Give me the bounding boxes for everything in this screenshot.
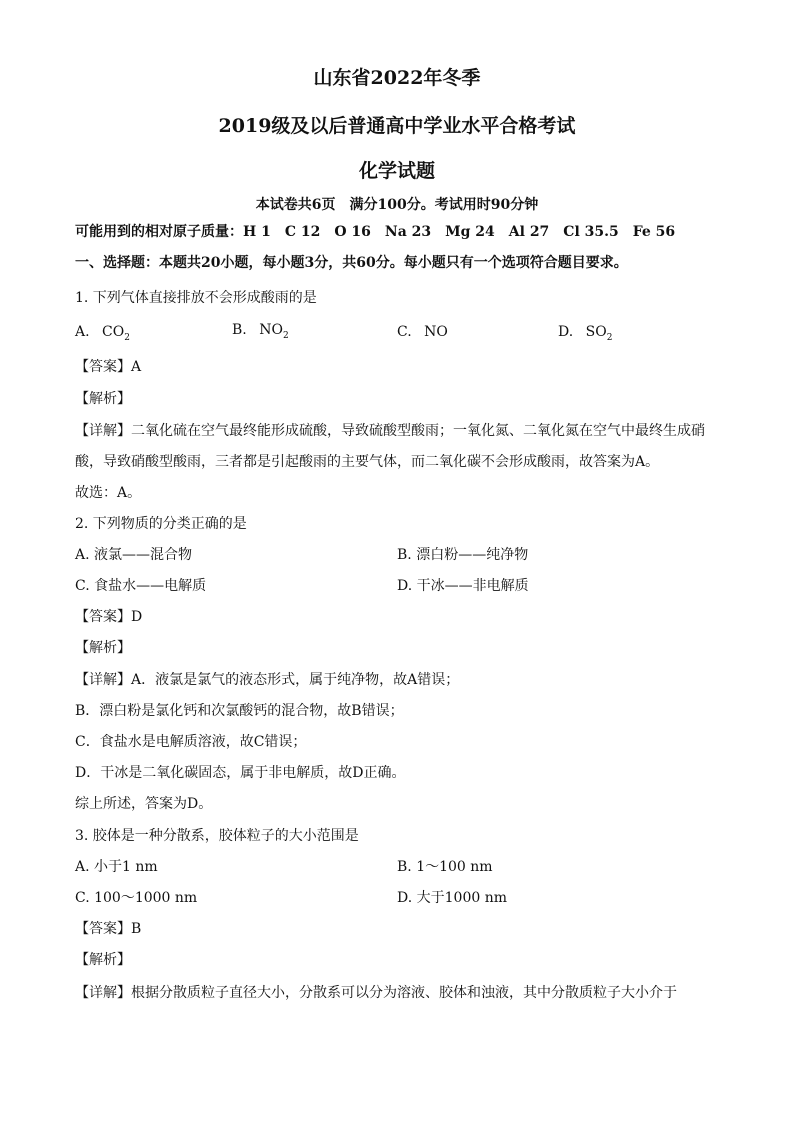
q2-detail-line-3: C．食盐水是电解质溶液，故C错误； xyxy=(75,734,307,750)
q1-option-d-label: D. xyxy=(558,324,574,340)
q2-stem: 2. 下列物质的分类正确的是 xyxy=(75,516,247,532)
q3-detail-line-1: 【详解】根据分散质粒子直径大小，分散系可以分为溶液、胶体和浊液，其中分散质粒子大小介于 xyxy=(75,985,677,1001)
q1-option-b-label: B. xyxy=(232,322,247,338)
q1-option-b-text: NO xyxy=(259,322,283,338)
q1-option-c xyxy=(397,322,448,342)
q1-analysis: 【解析】 xyxy=(75,391,131,407)
q2-detail-line-5: 综上所述，答案为D。 xyxy=(75,796,213,812)
q2-answer: 【答案】D xyxy=(75,609,143,625)
exam-info: 本试卷共6页 满分100分。考试用时90分钟 xyxy=(255,197,539,213)
q1-answer: 【答案】A xyxy=(75,359,142,375)
q1-option-c-text: NO xyxy=(424,324,448,340)
q1-option-d-text: SO xyxy=(585,324,607,340)
q1-option-d-subscript: 2 xyxy=(606,333,613,343)
q3-option-d: D. 大于1000 nm xyxy=(397,890,507,906)
q1-option-b xyxy=(232,320,289,340)
q1-option-a-text: CO xyxy=(102,324,125,340)
q3-option-a: A. 小于1 nm xyxy=(75,859,158,875)
q1-option-d xyxy=(558,322,612,342)
q1-option-c-label: C. xyxy=(397,324,412,340)
q2-option-b: B. 漂白粉——纯净物 xyxy=(397,547,529,563)
title-line-1: 山东省2022年冬季 xyxy=(313,67,481,89)
q1-option-a-label: A. xyxy=(75,324,90,340)
q2-analysis: 【解析】 xyxy=(75,640,131,656)
q2-detail-line-2: B．漂白粉是氯化钙和次氯酸钙的混合物，故B错误； xyxy=(75,703,404,719)
q1-option-a-subscript: 2 xyxy=(124,333,130,343)
q2-detail-line-4: D．干冰是二氧化碳固态，属于非电解质，故D正确。 xyxy=(75,765,406,781)
section-heading: 一、选择题：本题共20小题，每小题3分，共60分。每小题只有一个选项符合题目要求。 xyxy=(75,255,628,271)
q1-detail-line-2: 酸，导致硝酸型酸雨，三者都是引起酸雨的主要气体，而二氧化碳不会形成酸雨，故答案为A。 xyxy=(75,454,660,470)
q3-answer: 【答案】B xyxy=(75,921,142,937)
q1-stem: 1. 下列气体直接排放不会形成酸雨的是 xyxy=(75,290,317,306)
atomic-masses: 可能用到的相对原子质量：H 1 C 12 O 16 Na 23 Mg 24 Al 27 Cl 35.5 Fe 56 xyxy=(75,224,676,240)
q1-option-a xyxy=(75,322,130,342)
q3-option-b: B. 1～100 nm xyxy=(397,859,493,875)
title-line-2: 2019级及以后普通高中学业水平合格考试 xyxy=(218,115,576,137)
q3-option-c: C. 100～1000 nm xyxy=(75,890,198,906)
q1-option-b-subscript: 2 xyxy=(282,331,289,341)
q1-detail-line-3: 故选：A。 xyxy=(75,485,142,501)
title-line-3: 化学试题 xyxy=(358,160,435,182)
q1-detail-line-1: 【详解】二氧化硫在空气最终能形成硫酸，导致硫酸型酸雨；一氧化氮、二氧化氮在空气中最终生成硝 xyxy=(75,423,705,439)
q2-option-c: C. 食盐水——电解质 xyxy=(75,578,207,594)
q3-analysis: 【解析】 xyxy=(75,952,131,968)
q2-option-d: D. 干冰——非电解质 xyxy=(397,578,529,594)
q2-detail-line-1: 【详解】A．液氯是氯气的液态形式，属于纯净物，故A错误； xyxy=(75,672,460,688)
q3-stem: 3. 胶体是一种分散系，胶体粒子的大小范围是 xyxy=(75,828,359,844)
q2-option-a: A. 液氯——混合物 xyxy=(75,547,193,563)
